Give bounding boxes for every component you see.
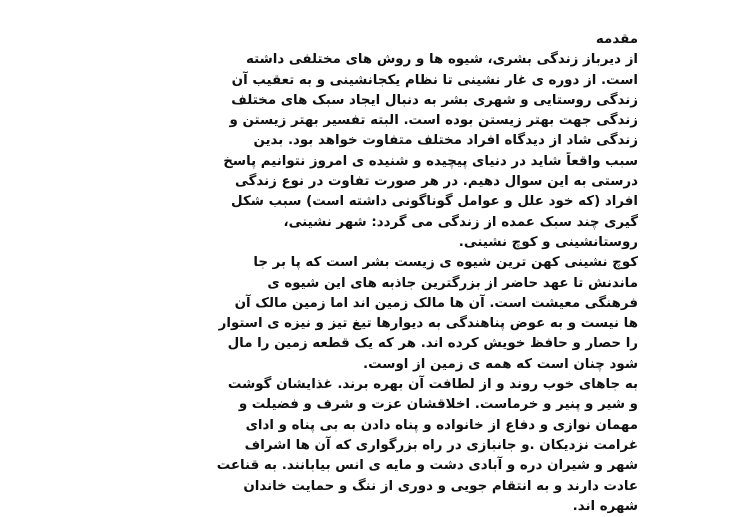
text-line: شود چنان است که همه ی زمین از اوست.: [363, 356, 638, 372]
text-line: سبب واقعاً شاید در دنیای پیچیده و شنیده ی امروز نتوانیم پاسخ: [223, 153, 638, 169]
text-line: به جاهای خوب روند و از لطافت آن بهره برند. غذایشان گوشت: [227, 377, 638, 393]
text-line: درستی به این سوال دهیم. در هر صورت تفاوت در نوع زندگی: [235, 174, 638, 190]
text-line: شهر و شیران دره و آبادی دشت و مایه ی انس بیابانند. به قناعت: [216, 458, 638, 474]
text-line: از دیرباز زندگی بشری، شیوه ها و روش های مختلفی داشته: [245, 52, 638, 68]
text-line: گیری چند سبک عمده از زندگی می گردد: شهر نشینی،: [283, 214, 638, 230]
text-line: زندگی جهت بهتر زیستن بوده است. البته تفسیر بهتر زیستن و: [229, 113, 638, 129]
text-line: روستانشینی و کوچ نشینی.: [458, 234, 638, 250]
text-line: است. از دوره ی غار نشینی تا نظام یکجانشینی و به تعقیب آن: [231, 72, 638, 88]
text-line: زندگی روستایی و شهری بشر به دنبال ایجاد سبک های مختلف: [231, 92, 638, 108]
document-text: [118, 30, 638, 517]
text-line: غرامت نزدیکان .و جانبازی در راه بزرگواری که آن ها اشراف: [244, 437, 638, 453]
text-line: فرهنگی معیشت است. آن ها مالک زمین اند اما زمین مالک آن: [234, 295, 638, 311]
document-heading: مقدمه: [595, 32, 638, 47]
text-line: مهمان نوازی و دفاع از خانواده و پناه دادن به بی پناه و ادای: [245, 417, 638, 433]
text-line: شهره اند.: [572, 498, 638, 514]
text-line: ماندنش تا عهد حاضر از بزرگترین جاذبه های این شیوه ی: [267, 275, 638, 291]
text-line: کوچ نشینی کهن ترین شیوه ی زیست بشر است که پا بر جا: [253, 255, 638, 271]
text-line: و شیر و پنیر و خرماست. اخلاقشان عزت و شرف و فضیلت و: [238, 397, 638, 413]
text-line: عادت دارند و به انتقام جویی و دوری از ننگ و حمایت خاندان: [243, 478, 638, 494]
text-line: را حصار و حافظ خویش کرده اند. هر که یک قطعه زمین را مال: [227, 336, 638, 352]
text-line: ها نیست و به عوض پناهندگی به دیوارها تیغ تیز و نیزه ی استوار: [218, 316, 638, 332]
text-line: زندگی شاد از دیدگاه افراد مختلف متفاوت خواهد بود. بدین: [253, 133, 638, 149]
text-line: افراد (که خود علل و عوامل گوناگونی داشته است) سبب شکل: [231, 194, 638, 210]
